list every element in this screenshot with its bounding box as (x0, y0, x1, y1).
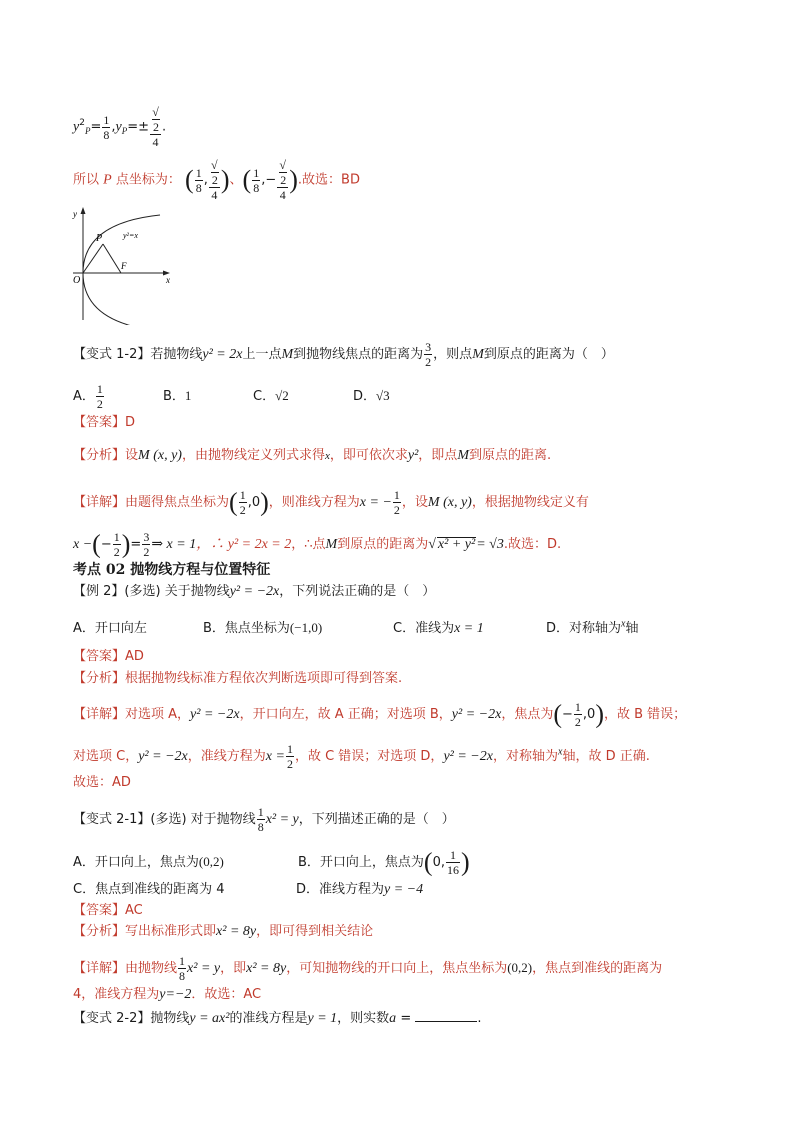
v21-detail-2: 4，准线方程为y=−2．故选：AC (73, 987, 262, 1002)
curve-label: y²=x (123, 231, 138, 240)
origin-label: O (73, 275, 81, 286)
v21-answer: 【答案】AC (73, 903, 143, 918)
option-a[interactable]: A． $\frac{1}{2}$ (73, 382, 103, 411)
v12-detail-2: x −(− $\frac{1}{2}$ )= $\frac{3}{2}$ ⇒ x = 1，∴ y² = 2x = 2，∴点M到原点的距离为√ x² + y²= √3.故选：D. (73, 529, 562, 559)
v12-detail-1: 【详解】由题得焦点坐标为( $\frac{1}{2}$ ,0)，则准线方程为x = − $\frac{1}{2}$ ，设M (x, y)，根据抛物线定义有 (73, 487, 589, 517)
axis-label-x: x (166, 275, 170, 285)
fraction: √ 2 4 (150, 105, 161, 149)
fraction: $\frac{1}{8}$ (195, 165, 202, 195)
fraction: $\frac{1}{8}$ (103, 112, 110, 142)
option-c[interactable]: C．焦点到准线的距离为 4 (73, 882, 225, 897)
intro-conclusion: 所以 P 点坐标为： ( $\frac{1}{8}$ , √ 2 4 )、( $\frac{1}{8}$ ,− √ 2 4 ).故选：BD (73, 158, 360, 202)
v12-question: 【变式 1-2】若抛物线y² = 2x上一点M到抛物线焦点的距离为 $\frac{3}{2}$ ，则点M到原点的距离为（ ） (73, 340, 614, 369)
v22-question: 【变式 2-2】抛物线y = ax²的准线方程是y = 1，则实数a = . (73, 1007, 482, 1029)
fraction: $\frac{3}{2}$ (425, 340, 432, 369)
v21-question: 【变式 2-1】(多选) 对于抛物线 $\frac{1}{8}$ x² = y，下列描述正确的是（ ） (73, 805, 455, 834)
v12-options (73, 382, 390, 411)
option-c[interactable]: C．准线为x = 1 (393, 621, 484, 637)
ex2-detail-2: 对选项 C，y² = −2x，准线方程为x = $\frac{1}{2}$ ，故 C 错误；对选项 D，y² = −2x，对称轴为$^x$轴，故 D 正确. (73, 742, 650, 771)
v21-detail-1: 【详解】由抛物线 $\frac{1}{8}$ x² = y，即x² = 8y，可知抛物线的开口向上，焦点坐标为(0,2)，焦点到准线的距离为 (73, 954, 663, 983)
option-d[interactable]: D．准线方程为y = −4 (296, 882, 424, 897)
v21-options-cd (73, 880, 423, 900)
option-d[interactable]: D．√3 (353, 388, 390, 404)
point-p-label: P (96, 233, 103, 244)
section-heading: 考点 02 抛物线方程与位置特征 (73, 562, 271, 578)
ex2-analysis: 【分析】根据抛物线标准方程依次判断选项即可得到答案. (73, 671, 403, 686)
option-b[interactable]: B．1 (163, 388, 192, 404)
parabola-figure (68, 205, 178, 325)
option-a[interactable]: A．开口向左 (73, 621, 147, 637)
v21-options-ab (73, 848, 470, 877)
option-a[interactable]: A．开口向上，焦点为(0,2) (73, 854, 224, 870)
ex2-options (73, 615, 638, 639)
axis-label-y: y (73, 209, 77, 219)
ex2-detail-3: 故选：AD (73, 775, 131, 790)
intro-yp-line: $y^2_P=$ $\frac{1}{8}$ $,y_P=\pm$ √ 2 4 . (73, 105, 167, 149)
ex2-answer: 【答案】AD (73, 649, 144, 664)
option-b[interactable]: B．开口向上，焦点为(0, $\frac{1}{16}$ ) (298, 847, 470, 877)
v21-analysis: 【分析】写出标准形式即x² = 8y，即可得到相关结论 (73, 924, 374, 939)
ex2-question: 【例 2】(多选) 关于抛物线y² = −2x，下列说法正确的是（ ） (73, 584, 436, 599)
option-c[interactable]: C．√2 (253, 388, 289, 404)
point-f-label: F (121, 261, 127, 271)
answer-blank[interactable] (415, 1007, 477, 1022)
v12-analysis: 【分析】设M (x, y)，由抛物线定义列式求得x，即可依次求y²，即点M到原点的距离. (73, 448, 552, 463)
option-b[interactable]: B．焦点坐标为(−1,0) (203, 620, 323, 637)
v12-answer: 【答案】D (73, 415, 136, 430)
ex2-detail-1: 【详解】对选项 A，y² = −2x，开口向左，故 A 正确；对选项 B，y² = −2x，焦点为(− $\frac{1}{2}$ ,0)，故 B 错误； (73, 699, 687, 729)
option-d[interactable]: D．对称轴为$^x$轴 (546, 619, 639, 637)
